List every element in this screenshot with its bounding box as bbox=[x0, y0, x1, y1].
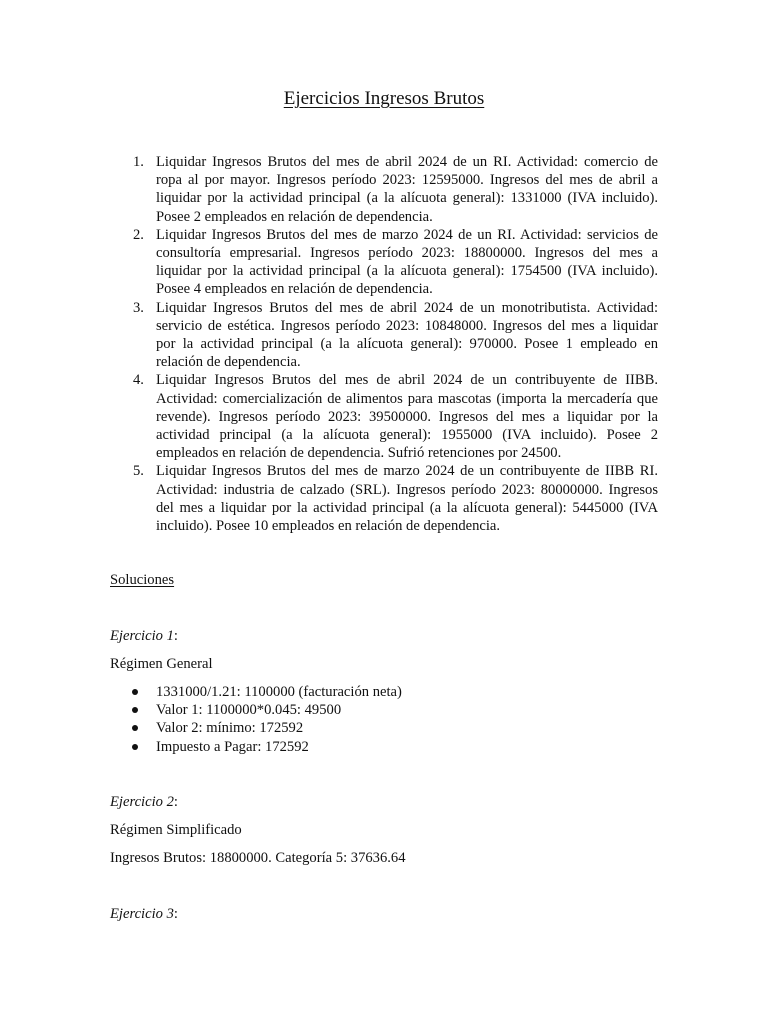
exercise-item-1 bbox=[133, 153, 658, 226]
bullet-icon bbox=[132, 744, 138, 750]
solution-label-text: Ejercicio 3 bbox=[110, 906, 174, 922]
exercise-item-3 bbox=[133, 299, 658, 372]
exercise-number: 5. bbox=[133, 463, 144, 480]
solutions-heading: Soluciones bbox=[110, 572, 175, 588]
solution-label-text: Ejercicio 2 bbox=[110, 794, 174, 810]
solution-regime-2: Régimen Simplificado bbox=[110, 822, 242, 838]
exercise-number: 2. bbox=[133, 226, 144, 243]
bullet-icon bbox=[132, 707, 138, 713]
solution-regime-1: Régimen General bbox=[110, 656, 213, 672]
exercise-item-4 bbox=[133, 371, 658, 462]
exercise-text: Liquidar Ingresos Brutos del mes de marzo 2024 de un contribuyente de IIBB RI. Actividad: industria de calzado (SRL). Ingresos período 2023: 80000000. Ingresos del mes a liquidar por la actividad principal (a la alícuota general): 5445000 (IVA incluido). Posee 10 empleados en relación de dependencia. bbox=[156, 463, 658, 535]
solution-label-text: Ejercicio 1 bbox=[110, 628, 174, 644]
exercise-number: 3. bbox=[133, 299, 144, 316]
solution-label-1 bbox=[110, 627, 178, 645]
bullet-icon bbox=[132, 689, 138, 695]
exercise-list bbox=[133, 153, 658, 535]
bullet-text: Impuesto a Pagar: 172592 bbox=[156, 738, 309, 755]
exercise-number: 1. bbox=[133, 154, 144, 170]
solution-label-colon: : bbox=[173, 906, 178, 922]
bullet-text: Valor 1: 1100000*0.045: 49500 bbox=[156, 702, 342, 719]
exercise-item-5 bbox=[133, 462, 658, 535]
solution-detail-2: Ingresos Brutos: 18800000. Categoría 5: 37636.64 bbox=[110, 850, 406, 866]
solution-label-2 bbox=[110, 793, 178, 811]
solution-label-3 bbox=[110, 905, 178, 923]
solution-bullet-list-1 bbox=[156, 683, 402, 756]
bullet-text: 1331000/1.21: 1100000 (facturación neta) bbox=[156, 684, 402, 700]
exercise-text: Liquidar Ingresos Brutos del mes de abril 2024 de un contribuyente de IIBB. Actividad: comercialización de alimentos para mascotas (importa la mercadería que revende). Ingresos período 2023: 39500000. Ingresos del mes a liquidar por la actividad principal (a la alícuota general): 1955000 (IVA incluido). Posee 2 empleados en relación de dependencia. Sufrió retenciones por 24500. bbox=[156, 372, 658, 462]
list-item bbox=[156, 719, 402, 737]
exercise-text: Liquidar Ingresos Brutos del mes de abril 2024 de un RI. Actividad: comercio de ropa al por mayor. Ingresos período 2023: 12595000. Ingresos del mes de abril a liquidar por la actividad principal (a la alícuota general): 1331000 (IVA incluido). Posee 2 empleados en relación de dependencia. bbox=[156, 154, 658, 225]
exercise-text: Liquidar Ingresos Brutos del mes de abril 2024 de un monotributista. Actividad: servicio de estética. Ingresos período 2023: 10848000. Ingresos del mes a liquidar por la actividad principal (a la alícuota general): 970000. Posee 1 empleado en relación de dependencia. bbox=[156, 299, 658, 371]
bullet-text: Valor 2: mínimo: 172592 bbox=[156, 720, 304, 737]
solution-label-colon: : bbox=[173, 794, 178, 810]
document-title: Ejercicios Ingresos Brutos bbox=[283, 88, 485, 109]
exercise-text: Liquidar Ingresos Brutos del mes de marzo 2024 de un RI. Actividad: servicios de consultoría empresarial. Ingresos período 2023: 18800000. Ingresos del mes a liquidar por la actividad principal (a la alícuota general): 1754500 (IVA incluido). Posee 4 empleados en relación de dependencia. bbox=[156, 226, 658, 298]
solution-label-colon: : bbox=[173, 628, 178, 644]
list-item bbox=[156, 683, 402, 701]
exercise-item-2 bbox=[133, 226, 658, 299]
bullet-icon bbox=[132, 725, 138, 731]
list-item bbox=[156, 701, 402, 719]
exercise-number: 4. bbox=[133, 372, 144, 389]
list-item bbox=[156, 738, 402, 756]
